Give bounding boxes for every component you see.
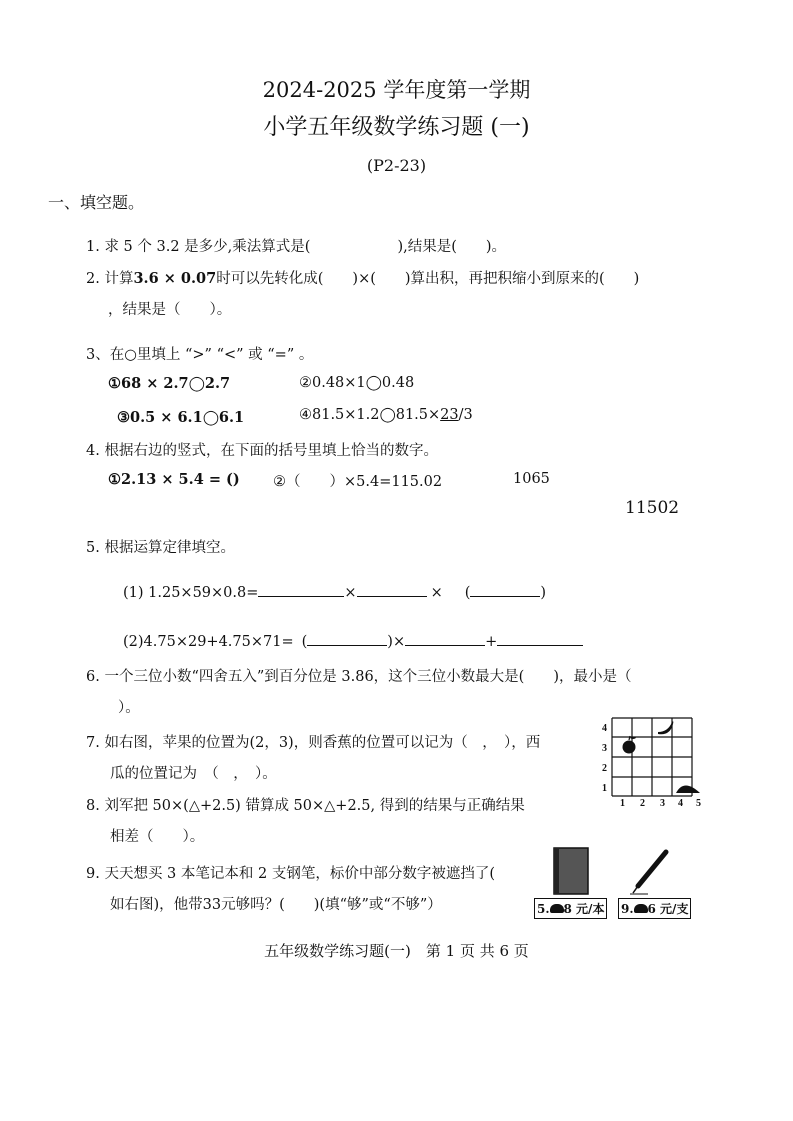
q2-expression: 3.6 × 0.07 <box>133 270 217 287</box>
q7-number: 7. <box>86 735 100 751</box>
q1-number: 1. <box>86 239 100 255</box>
q5-blank-6 <box>497 631 583 646</box>
q3-item-4 <box>299 407 473 423</box>
question-1 <box>86 235 506 256</box>
q4-item-2: ②（ ）×5.4=115.02 <box>273 474 443 490</box>
page-range: (P2-23) <box>366 156 427 175</box>
x-label-2: 2 <box>640 798 645 806</box>
y-label-1: 1 <box>602 783 607 794</box>
q9-line2: 如右图)，他带33元够吗？( )(填“够”或“不够”） <box>110 897 442 913</box>
pen-price-a: 9. <box>621 902 634 916</box>
q3-heading: 3、在○里填上 “>” “<” 或 “=” 。 <box>86 347 314 363</box>
q5-plus: + <box>485 634 498 650</box>
q3-item-4-c: /3 <box>458 407 473 423</box>
question-6 <box>86 665 631 686</box>
q8-line2: 相差（ ）。 <box>110 829 205 845</box>
question-9 <box>86 862 495 883</box>
q5-blank-4 <box>307 631 387 646</box>
q2-text-a: 计算 <box>104 271 134 287</box>
q5-times-1: × <box>344 585 357 601</box>
q2-text-b: 时可以先转化成( )×( )算出积，再把积缩小到原来的( ) <box>216 271 640 287</box>
apple-icon <box>623 736 637 754</box>
q3-item-2: ②0.48×1◯0.48 <box>299 375 415 391</box>
question-4 <box>86 439 438 460</box>
q5-blank-3 <box>470 582 540 597</box>
q1-text: 求 5 个 3.2 是多少,乘法算式是( ),结果是( )。 <box>104 239 507 255</box>
cloud-icon <box>634 904 648 913</box>
q5-lparen-1: ( <box>464 585 471 601</box>
q7-text: 如右图，苹果的位置为(2，3)，则香蕉的位置可以记为（ ， ），西 <box>104 735 541 751</box>
q3-item-3: ③0.5 × 6.1◯6.1 <box>117 409 245 426</box>
q5-lparen-2: ( <box>301 634 308 650</box>
pen-price-b: 6 元/支 <box>647 902 689 916</box>
title-year: 2024-2025 学年度第一学期 <box>262 78 531 102</box>
q5-blank-1 <box>258 582 344 597</box>
q3-item-4-a: ④81.5×1.2◯81.5× <box>299 407 441 423</box>
x-label-5: 5 <box>696 798 701 806</box>
position-grid-figure <box>596 714 704 806</box>
title-main: 小学五年级数学练习题 (一) <box>263 115 530 140</box>
x-label-1: 1 <box>620 798 625 806</box>
notebook-price-b: 8 元/本 <box>563 902 605 916</box>
question-2 <box>86 267 639 288</box>
q5-times-2: × <box>430 585 443 601</box>
q6-number: 6. <box>86 669 100 685</box>
y-label-2: 2 <box>602 763 607 774</box>
grid-lines <box>612 718 692 796</box>
q5-line-1 <box>123 582 546 601</box>
q5-line-2 <box>123 631 583 650</box>
x-label-4: 4 <box>678 798 683 806</box>
section-heading: 一、填空题。 <box>48 193 145 212</box>
question-7 <box>86 731 540 752</box>
q4-side-number-2: 11502 <box>625 498 680 518</box>
q9-number: 9. <box>86 866 100 882</box>
question-8 <box>86 794 525 815</box>
q8-number: 8. <box>86 798 100 814</box>
pen-icon <box>628 848 672 896</box>
q5-times-3: × <box>392 634 406 650</box>
y-label-3: 3 <box>602 743 607 754</box>
q5-line2-expr: (2)4.75×29+4.75×71= <box>123 634 294 650</box>
watermelon-icon <box>676 786 700 794</box>
question-5 <box>86 536 235 557</box>
q4-text: 根据右边的竖式，在下面的括号里填上恰当的数字。 <box>104 443 438 459</box>
q5-rparen-1: ) <box>540 585 547 601</box>
q4-number: 4. <box>86 443 100 459</box>
y-label-4: 4 <box>602 723 607 734</box>
notebook-price-tag <box>534 898 607 919</box>
q5-number: 5. <box>86 540 100 556</box>
notebook-price-a: 5. <box>537 902 550 916</box>
q5-blank-2 <box>357 582 427 597</box>
q6-line2: ）。 <box>118 700 140 716</box>
q3-item-1: ①68 × 2.7◯2.7 <box>108 375 231 392</box>
q6-text: 一个三位小数“四舍五入”到百分位是 3.86，这个三位小数最大是( )，最小是（ <box>104 669 632 685</box>
notebook-icon <box>548 846 592 898</box>
q5-text: 根据运算定律填空。 <box>104 540 235 556</box>
q8-text: 刘军把 50×(△+2.5) 错算成 50×△+2.5, 得到的结果与正确结果 <box>104 798 525 814</box>
q2-line2: ，结果是（ ）。 <box>108 302 232 318</box>
q5-line1-expr: (1) 1.25×59×0.8= <box>123 585 259 601</box>
q9-text: 天天想买 3 本笔记本和 2 支钢笔，标价中部分数字被遮挡了( <box>104 866 495 882</box>
q2-number: 2. <box>86 271 100 287</box>
page-footer: 五年级数学练习题(一) 第 1 页 共 6 页 <box>264 942 529 960</box>
q4-side-number: 1065 <box>513 471 550 487</box>
x-label-3: 3 <box>660 798 665 806</box>
pen-price-tag <box>618 898 691 919</box>
cloud-icon <box>550 904 564 913</box>
q5-rparen-2: ) <box>387 634 393 650</box>
q4-item-1: ①2.13 × 5.4 = () <box>108 471 240 488</box>
q5-blank-5 <box>405 631 485 646</box>
q7-line2: 瓜的位置记为 （ ， ）。 <box>110 766 277 782</box>
banana-icon <box>658 721 673 734</box>
q3-item-4-b: 23 <box>440 407 459 423</box>
